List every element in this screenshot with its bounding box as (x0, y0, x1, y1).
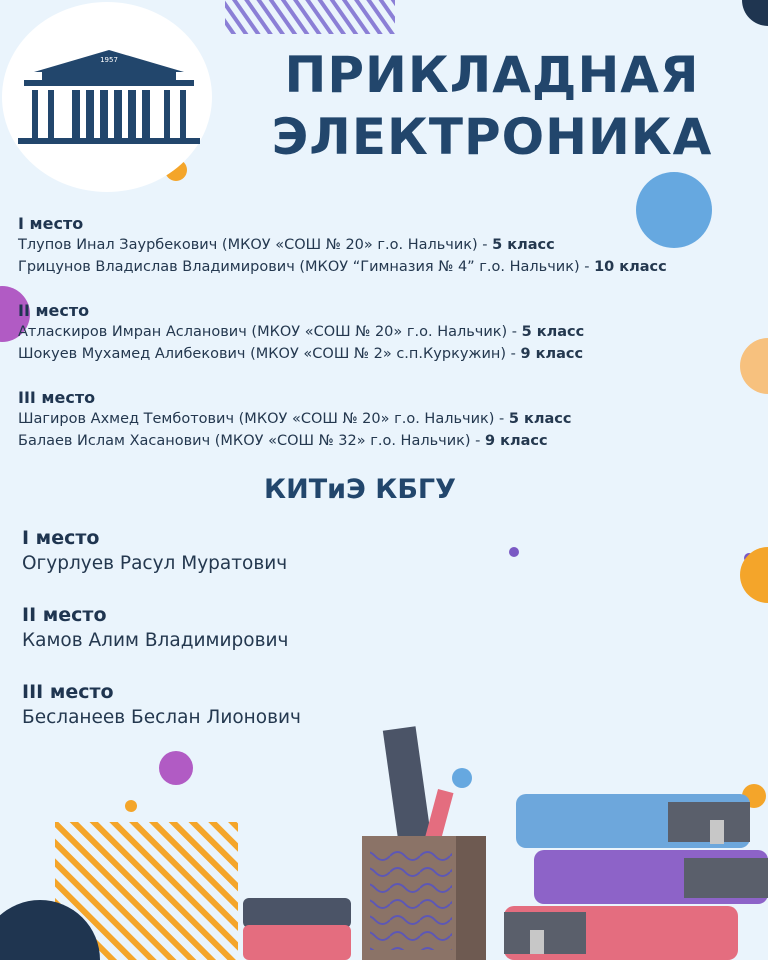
kitie-place-1 (22, 526, 287, 578)
pencil-cup-illustration (362, 726, 486, 960)
tiny-purple-dot (509, 547, 519, 557)
place-heading: I место (18, 214, 84, 233)
title-line-1: ПРИКЛАДНАЯ (284, 46, 700, 104)
kitie-place-2 (22, 603, 288, 655)
logo-year: 1957 (100, 56, 118, 64)
navy-corner-circle (742, 0, 768, 26)
tiny-orange-dot (125, 800, 137, 812)
winner-name: Огурлуев Расул Муратович (22, 553, 288, 574)
school-place-3 (18, 388, 571, 452)
orange-dot-right-2 (740, 547, 768, 603)
place-heading: II место (18, 301, 90, 320)
kitie-heading: КИТиЭ КБГУ (264, 474, 456, 505)
place-heading: III место (18, 388, 96, 407)
participant-line: Тлупов Инал Заурбекович (МКОУ «СОШ № 20» г.о. Нальчик) - 5 класс (18, 237, 555, 253)
winner-name: Камов Алим Владимирович (22, 630, 289, 651)
winner-name: Бесланеев Беслан Лионович (22, 707, 301, 728)
participant-line: Шагиров Ахмед Темботович (МКОУ «СОШ № 20» г.о. Нальчик) - 5 класс (18, 411, 572, 427)
participant-line: Атласкиров Имран Асланович (МКОУ «СОШ № 20» г.о. Нальчик) - 5 класс (18, 324, 585, 340)
purple-stripes-top (225, 0, 395, 34)
eraser-illustration (243, 898, 351, 960)
participant-line: Шокуев Мухамед Алибекович (МКОУ «СОШ № 2» с.п.Куркужин) - 9 класс (18, 346, 584, 362)
participant-line: Грицунов Владислав Владимирович (МКОУ “Гимназия № 4” г.о. Нальчик) - 10 класс (18, 259, 667, 275)
orange-dot-right (740, 338, 768, 394)
participant-line: Балаев Ислам Хасанович (МКОУ «СОШ № 32» г.о. Нальчик) - 9 класс (18, 433, 548, 449)
kitie-place-3 (22, 680, 301, 732)
purple-dot-bottom (159, 751, 193, 785)
university-logo-icon (14, 44, 204, 146)
books-illustration (504, 794, 768, 960)
place-heading: I место (22, 527, 100, 549)
school-place-2 (18, 301, 584, 365)
title-line-2: ЭЛЕКТРОНИКА (271, 108, 713, 166)
place-heading: II место (22, 604, 107, 626)
page-title (232, 44, 752, 168)
school-place-1 (18, 214, 667, 278)
place-heading: III место (22, 681, 114, 703)
